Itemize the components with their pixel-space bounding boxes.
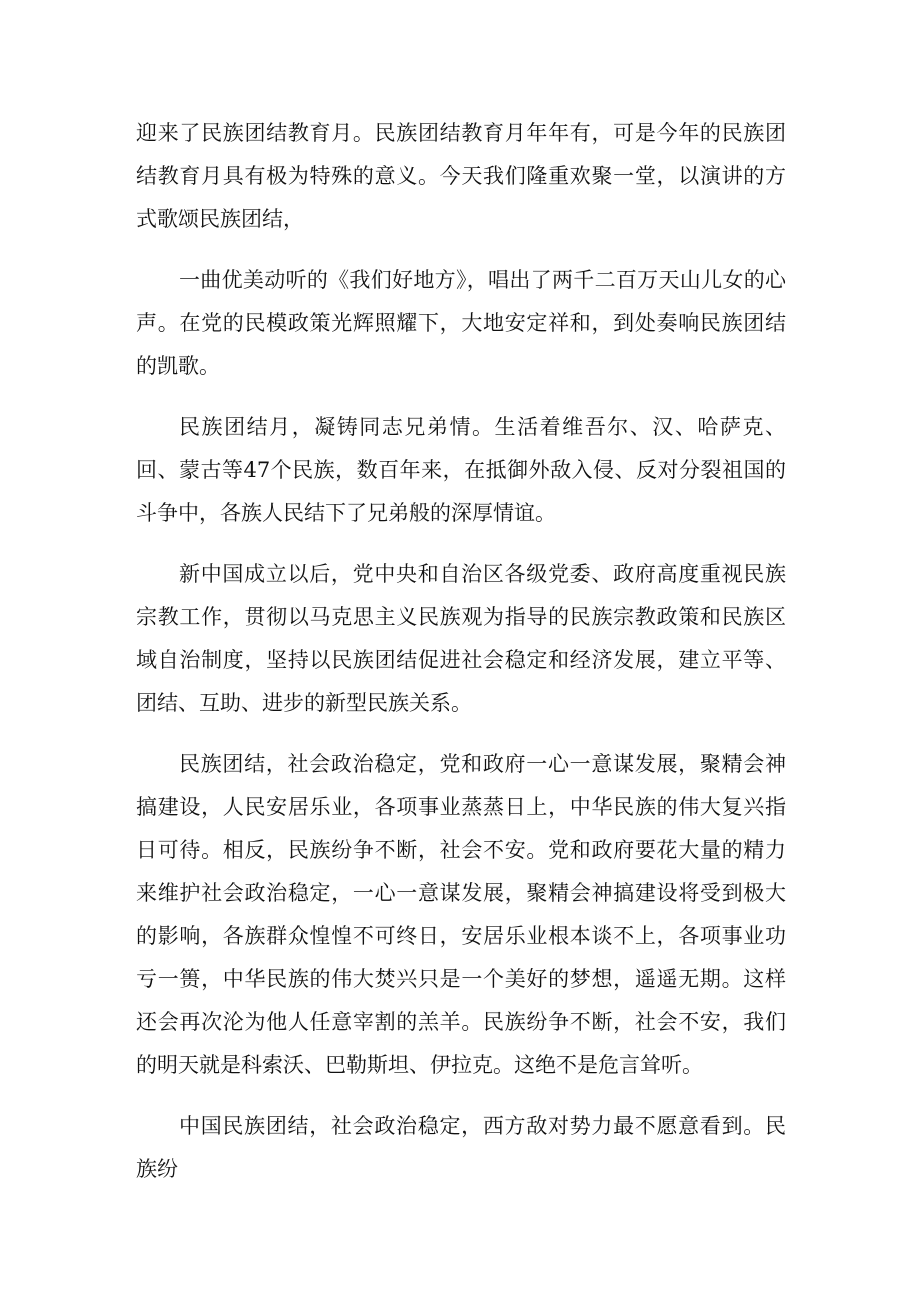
paragraph-4: 新中国成立以后，党中央和自治区各级党委、政府高度重视民族宗教工作，贯彻以马克思主义民族观为指导的民族宗教政策和民族区域自治制度，坚持以民族团结促进社会稳定和经济发展，建立平等、团结、互助、进步的新型民族关系。 (136, 562, 786, 715)
paragraph-2: 一曲优美动听的《我们好地方》，唱出了两千二百万天山儿女的心声。在党的民模政策光辉照耀下，大地安定祥和，到处奏响民族团结的凯歌。 (136, 268, 786, 378)
paragraph-3: 民族团结月，凝铸同志兄弟情。生活着维吾尔、汉、哈萨克、回、蒙古等47个民族，数百年来，在抵御外敌入侵、反对分裂祖国的斗争中，各族人民结下了兄弟般的深厚情谊。 (136, 415, 786, 525)
paragraph-5: 民族团结，社会政治稳定，党和政府一心一意谋发展，聚精会神搞建设，人民安居乐业，各项事业蒸蒸日上，中华民族的伟大复兴指日可待。相反，民族纷争不断，社会不安。党和政府要花大量的精力来维护社会政治稳定，一心一意谋发展，聚精会神搞建设将受到极大的影响，各族群众惶惶不可终日，安居乐业根本谈不上，各项事业功亏一篑，中华民族的伟大焚兴只是一个美好的梦想，遥遥无期。这样还会再次沦为他人任意宰割的羔羊。民族纷争不断，社会不安，我们的明天就是科索沃、巴勒斯坦、伊拉克。这绝不是危言耸听。 (136, 752, 786, 1077)
paragraph-6: 中国民族团结，社会政治稳定，西方敌对势力最不愿意看到。民族纷 (136, 1114, 786, 1181)
paragraph-1: 迎来了民族团结教育月。民族团结教育月年年有，可是今年的民族团结教育月具有极为特殊的意义。今天我们隆重欢聚一堂，以演讲的方式歌颂民族团结， (136, 121, 786, 231)
document-body (136, 112, 786, 1209)
